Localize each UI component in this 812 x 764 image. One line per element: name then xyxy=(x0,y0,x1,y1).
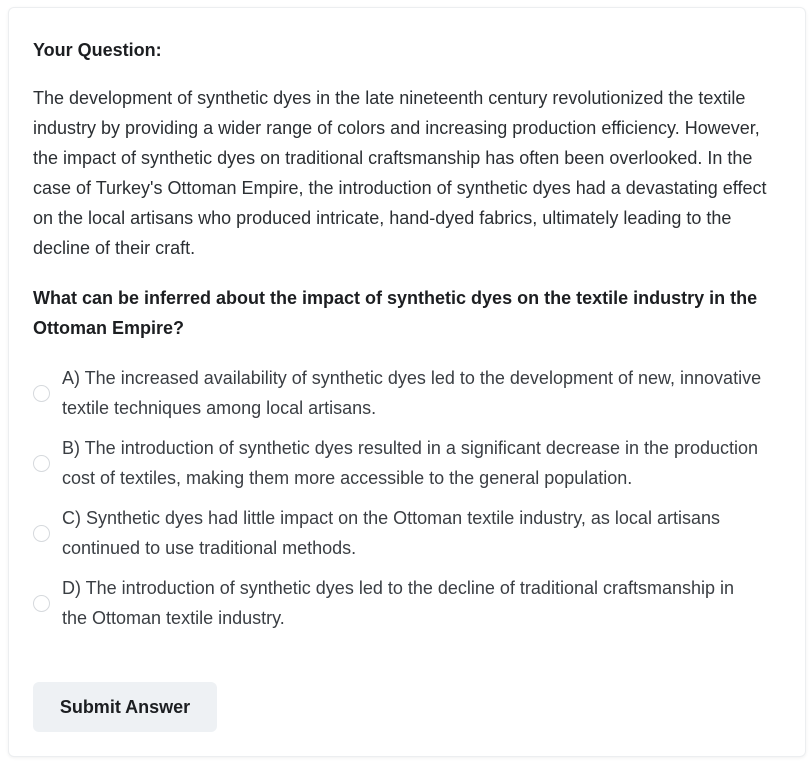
option-d[interactable] xyxy=(33,573,789,633)
question-card xyxy=(8,7,806,757)
radio-button-c[interactable] xyxy=(33,525,50,542)
submit-answer-button[interactable]: Submit Answer xyxy=(33,682,217,732)
question-prompt: What can be inferred about the impact of synthetic dyes on the textile industry in the Ottoman Empire? xyxy=(33,288,758,338)
radio-button-a[interactable] xyxy=(33,385,50,402)
option-d-label: D) The introduction of synthetic dyes led to the decline of traditional craftsmanship in the Ottoman textile industry. xyxy=(62,578,735,628)
option-b[interactable] xyxy=(33,433,789,493)
option-c-label: C) Synthetic dyes had little impact on the Ottoman textile industry, as local artisans continued to use traditional methods. xyxy=(62,508,720,558)
question-passage: The development of synthetic dyes in the late nineteenth century revolutionized the textile industry by providing a wider range of colors and increasing production efficiency. However, the impact of synthetic dyes on traditional craftsmanship has often been overlooked. In the case of Turkey's Ottoman Empire, the introduction of synthetic dyes had a devastating effect on the local artisans who produced intricate, hand-dyed fabrics, ultimately leading to the decline of their craft. xyxy=(33,88,767,258)
radio-button-d[interactable] xyxy=(33,595,50,612)
answer-options xyxy=(33,363,789,643)
question-heading: Your Question: xyxy=(33,40,162,60)
option-c[interactable] xyxy=(33,503,789,563)
option-b-label: B) The introduction of synthetic dyes resulted in a significant decrease in the production cost of textiles, making them more accessible to the general population. xyxy=(62,438,759,488)
radio-button-b[interactable] xyxy=(33,455,50,472)
option-a-label: A) The increased availability of synthetic dyes led to the development of new, innovative textile techniques among local artisans. xyxy=(62,368,762,418)
option-a[interactable] xyxy=(33,363,789,423)
